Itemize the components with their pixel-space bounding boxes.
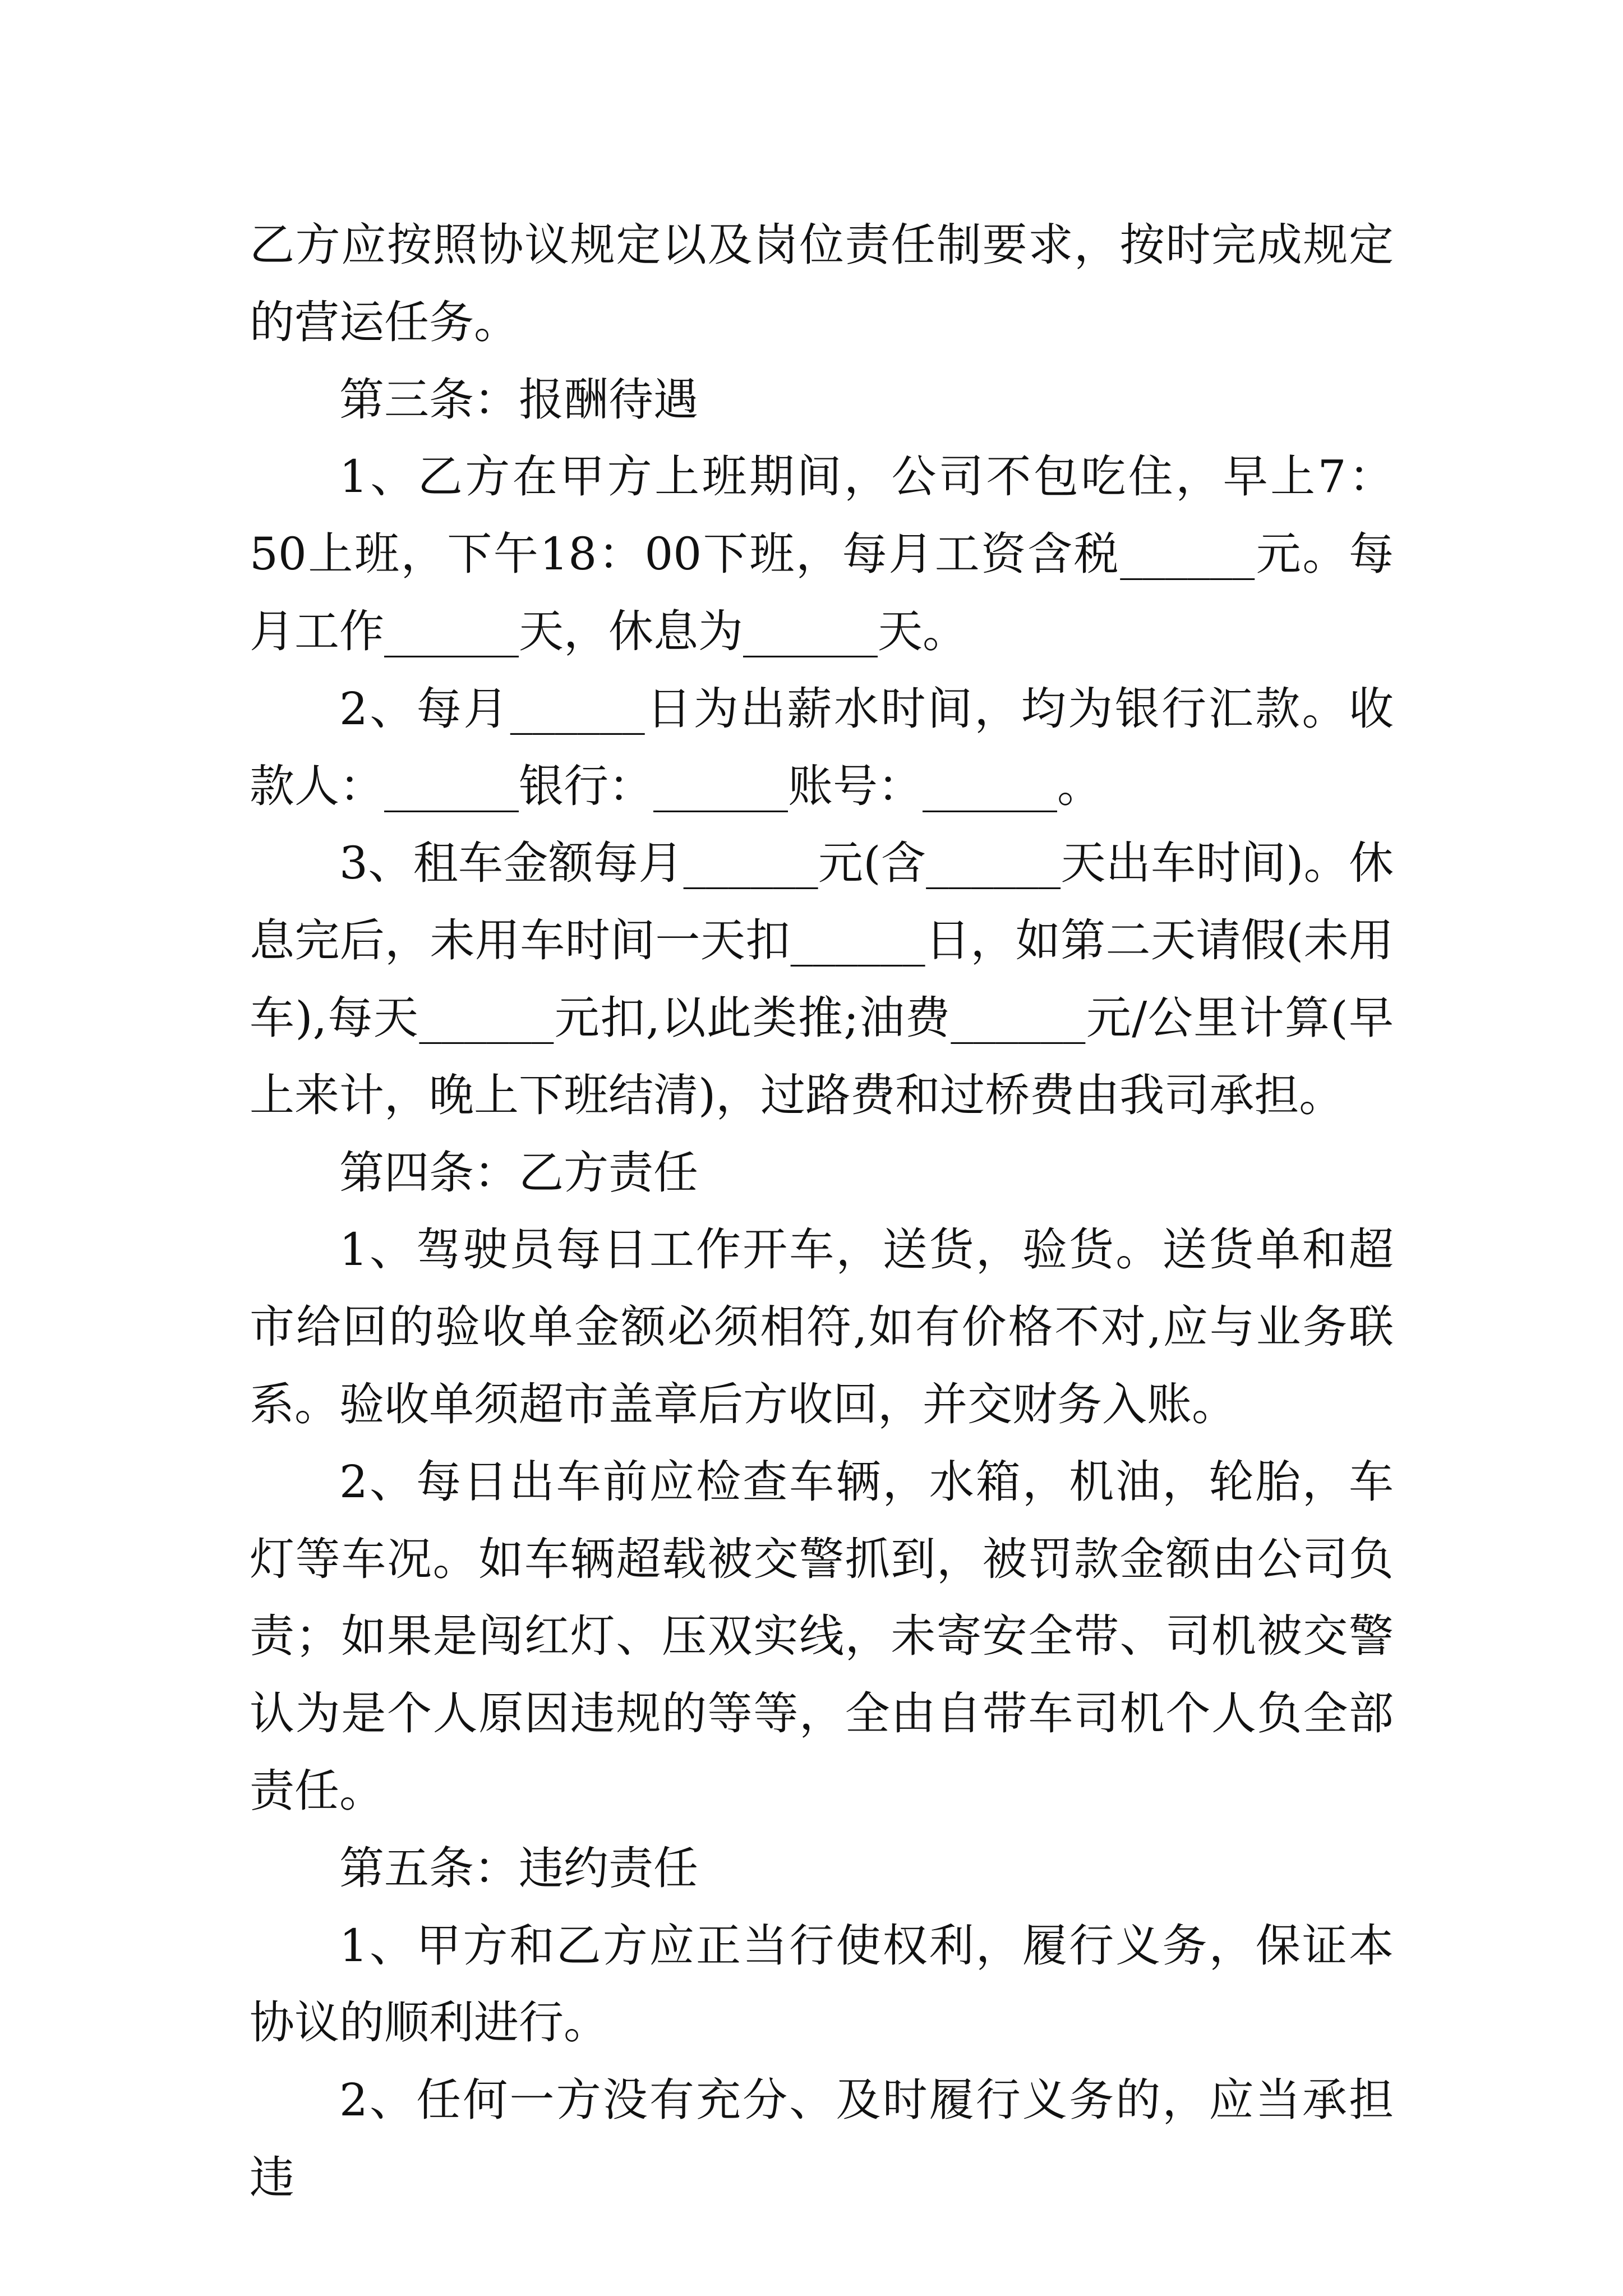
article-3-clause-3: 3、租车金额每月______元(含______天出车时间)。休息完后，未用车时间一天扣______日，如第二天请假(未用车),每天______元扣,以此类推;油费______元/公里计算(早上来计，晚上下班结清)，过路费和过桥费由我司承担。 [250,837,1394,1121]
article-5-heading: 第五条：违约责任 [339,1842,698,1894]
paragraph-task-requirement: 乙方应按照协议规定以及岗位责任制要求，按时完成规定的营运任务。 [250,219,1394,348]
article-3-heading: 第三条：报酬待遇 [339,373,698,426]
article-4-heading: 第四条：乙方责任 [339,1146,698,1199]
article-3-clause-2: 2、每月______日为出薪水时间，均为银行汇款。收款人：______银行：______账号：______。 [250,682,1394,812]
article-4-clause-2: 2、每日出车前应检查车辆，水箱，机油，轮胎，车灯等车况。如车辆超载被交警抓到，被罚款金额由公司负责；如果是闯红灯、压双实线，未寄安全带、司机被交警认为是个人原因违规的等等，全由自带车司机个人负全部责任。 [250,1455,1394,1817]
article-3-clause-1: 1、乙方在甲方上班期间，公司不包吃住，早上7：50上班，下午18：00下班，每月工资含税______元。每月工作______天，休息为______天。 [250,450,1394,657]
document-body [250,206,1394,2216]
article-5-clause-1: 1、甲方和乙方应正当行使权利，履行义务，保证本协议的顺利进行。 [250,1919,1394,2049]
article-5-clause-2: 2、任何一方没有充分、及时履行义务的，应当承担违 [250,2074,1394,2203]
article-4-clause-1: 1、驾驶员每日工作开车，送货，验货。送货单和超市给回的验收单金额必须相符,如有价格不对,应与业务联系。验收单须超市盖章后方收回，并交财务入账。 [250,1223,1394,1430]
